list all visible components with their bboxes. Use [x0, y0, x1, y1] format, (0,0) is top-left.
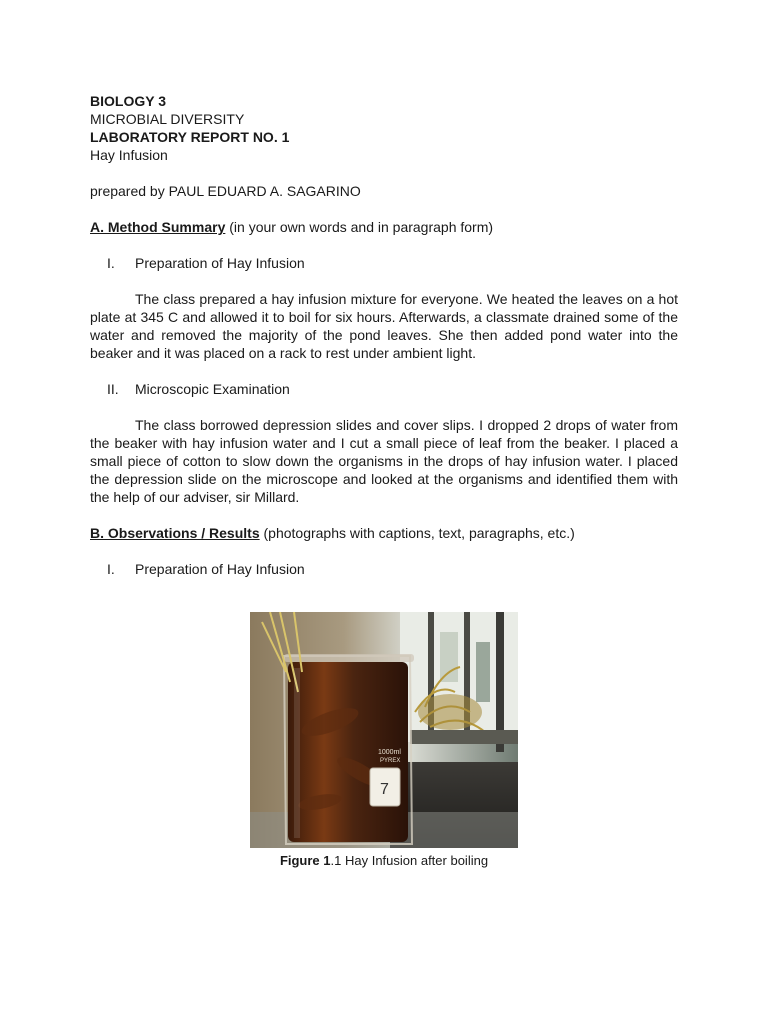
section-b-note: (photographs with captions, text, paragraphs, etc.)	[259, 525, 575, 541]
course-title: BIOLOGY 3	[90, 93, 166, 109]
section-b-item-1	[90, 560, 678, 578]
beaker-tag-number: 7	[380, 781, 389, 798]
figure-caption-label: Figure 1	[279, 853, 331, 868]
section-b-item-1-title: Preparation of Hay Infusion	[135, 561, 305, 577]
section-a-heading: A. Method Summary	[90, 219, 226, 235]
section-a-item-2-title: Microscopic Examination	[135, 381, 290, 397]
section-a-item-2-paragraph: The class borrowed depression slides and cover slips. I dropped 2 drops of water from the beaker with hay infusion water and I cut a small piece of leaf from the beaker. I placed a small piece of cotton to slow down the organisms in the drops of hay infusion water. I placed the depression slide on the microscope and looked at the organisms and identified them with the help of our adviser, sir Millard.	[90, 417, 678, 505]
section-a-item-1-number: I.	[107, 255, 115, 271]
beaker-brand-label: PYREX	[380, 758, 401, 764]
document-content	[90, 92, 678, 578]
section-a-item-2-number: II.	[107, 381, 119, 397]
topic-title: MICROBIAL DIVERSITY	[90, 111, 245, 127]
section-a-item-1-title: Preparation of Hay Infusion	[135, 255, 305, 271]
figure-caption-text: Hay Infusion after boiling	[341, 853, 489, 868]
figure-caption-sub: .1	[330, 853, 342, 868]
prepared-by: prepared by PAUL EDUARD A. SAGARINO	[90, 183, 361, 199]
section-a-item-2	[90, 380, 678, 398]
section-a-note: (in your own words and in paragraph form)	[225, 219, 494, 235]
section-b-heading-line	[90, 524, 678, 542]
hay-infusion-photo	[250, 612, 518, 848]
section-b-item-1-number: I.	[107, 561, 115, 577]
section-b-heading: B. Observations / Results	[90, 525, 260, 541]
section-a-item-1-paragraph: The class prepared a hay infusion mixture for everyone. We heated the leaves on a hot plate at 345 C and allowed it to boil for six hours. Afterwards, a classmate drained some of the water and removed the majority of the pond leaves. She then added pond water into the beaker and it was placed on a rack to rest under ambient light.	[90, 291, 678, 361]
figure-caption	[0, 852, 768, 870]
section-a-item-1	[90, 254, 678, 272]
section-a-heading-line	[90, 218, 678, 236]
beaker-volume-label: 1000ml	[378, 749, 401, 756]
experiment-title: Hay Infusion	[90, 147, 168, 163]
report-title: LABORATORY REPORT NO. 1	[90, 129, 290, 145]
